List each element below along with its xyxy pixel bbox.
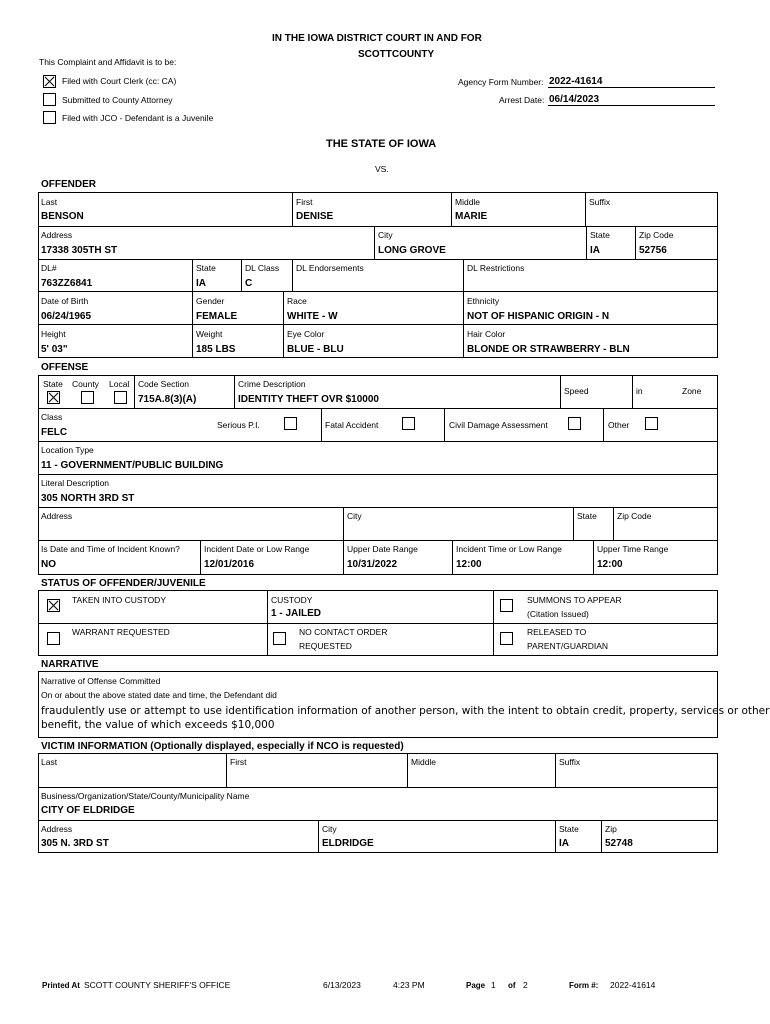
offender-middle: MARIE [455, 211, 488, 222]
offender-middle-label: Middle [455, 197, 481, 207]
dl-class: C [245, 278, 253, 289]
incident-time: 12:00 [456, 559, 482, 570]
nco-label-line2: REQUESTED [299, 641, 352, 651]
gender: FEMALE [196, 311, 238, 322]
of-label: of [508, 981, 516, 990]
weight-label: Weight [196, 329, 223, 339]
offense-section-title: OFFENSE [41, 362, 89, 373]
literal-description-label: Literal Description [41, 478, 110, 488]
offender-suffix-label: Suffix [589, 197, 611, 207]
other-label: Other [608, 420, 630, 430]
offense-state-checkbox[interactable] [47, 391, 60, 404]
warrant-label: WARRANT REQUESTED [72, 627, 170, 637]
offender-state-label: State [590, 230, 610, 240]
ethnicity-label: Ethnicity [467, 296, 500, 306]
page-number: 1 [491, 980, 496, 990]
incident-known-label: Is Date and Time of Incident Known? [41, 544, 180, 554]
hair-color-label: Hair Color [467, 329, 506, 339]
released-label-line2: PARENT/GUARDIAN [527, 641, 609, 651]
offender-section-title: OFFENDER [41, 179, 96, 190]
weight: 185 LBS [196, 344, 236, 355]
dob: 06/24/1965 [41, 311, 92, 322]
victim-business-label: Business/Organization/State/County/Municipality Name [41, 791, 250, 801]
victim-section-title: VICTIM INFORMATION (Optionally displayed, especially if NCO is requested) [41, 741, 404, 752]
offense-zip-label: Zip Code [617, 511, 652, 521]
other-checkbox[interactable] [645, 417, 658, 430]
offense-address-label: Address [41, 511, 73, 521]
offense-city-label: City [347, 511, 362, 521]
offender-zip: 52756 [639, 245, 667, 256]
submitted-attorney-label: Submitted to County Attorney [62, 95, 173, 105]
serious-pi-checkbox[interactable] [284, 417, 297, 430]
offender-zip-label: Zip Code [639, 230, 674, 240]
nco-label-line1: NO CONTACT ORDER [299, 627, 388, 637]
arrest-date-label: Arrest Date: [499, 95, 545, 105]
narrative-intro: On or about the above stated date and time, the Defendant did [41, 690, 277, 700]
victim-business: CITY OF ELDRIDGE [41, 805, 135, 816]
court-heading-line1: IN THE IOWA DISTRICT COURT IN AND FOR [272, 33, 482, 44]
print-time: 4:23 PM [393, 980, 425, 990]
eye-color: BLUE - BLU [287, 344, 344, 355]
filed-jco-label: Filed with JCO - Defendant is a Juvenile [62, 113, 214, 123]
class-label: Class [41, 412, 63, 422]
offense-state-label: State [43, 379, 63, 389]
offense-local-checkbox[interactable] [114, 391, 127, 404]
complaint-intro: This Complaint and Affidavit is to be: [39, 57, 177, 67]
dl-number: 763ZZ6841 [41, 278, 93, 289]
offense-county-checkbox[interactable] [81, 391, 94, 404]
civil-damage-checkbox[interactable] [568, 417, 581, 430]
offender-city-label: City [378, 230, 393, 240]
offender-first-label: First [296, 197, 313, 207]
dl-state-label: State [196, 263, 216, 273]
summons-checkbox[interactable] [500, 599, 513, 612]
speed-in-label: in [636, 386, 643, 396]
summons-label: SUMMONS TO APPEAR [527, 595, 622, 605]
literal-description: 305 NORTH 3RD ST [41, 493, 135, 504]
offender-box [38, 192, 718, 358]
taken-custody-checkbox[interactable] [47, 599, 60, 612]
victim-city: ELDRIDGE [322, 838, 374, 849]
crime-description-label: Crime Description [238, 379, 306, 389]
race: WHITE - W [287, 311, 338, 322]
taken-custody-label: TAKEN INTO CUSTODY [72, 595, 166, 605]
page-total: 2 [523, 980, 528, 990]
dl-number-label: DL# [41, 263, 57, 273]
offender-last-label: Last [41, 197, 58, 207]
upper-date: 10/31/2022 [347, 559, 398, 570]
dl-endorsements-label: DL Endorsements [296, 263, 364, 273]
narrative-section-title: NARRATIVE [41, 659, 99, 670]
location-type: 11 - GOVERNMENT/PUBLIC BUILDING [41, 460, 224, 471]
agency-form-value: 2022-41614 [549, 76, 603, 87]
incident-known: NO [41, 559, 56, 570]
offender-state: IA [590, 245, 600, 256]
victim-zip-label: Zip [605, 824, 617, 834]
upper-time-label: Upper Time Range [597, 544, 669, 554]
zone-label: Zone [682, 386, 702, 396]
warrant-checkbox[interactable] [47, 632, 60, 645]
victim-address: 305 N. 3RD ST [41, 838, 109, 849]
speed-label: Speed [564, 386, 589, 396]
printed-at-value: SCOTT COUNTY SHERIFF'S OFFICE [84, 980, 231, 990]
height-label: Height [41, 329, 66, 339]
submitted-attorney-checkbox[interactable] [43, 93, 56, 106]
state-title: THE STATE OF IOWA [326, 138, 437, 150]
victim-middle-label: Middle [411, 757, 437, 767]
offense-state2-label: State [577, 511, 597, 521]
narrative-label: Narrative of Offense Committed [41, 676, 161, 686]
code-section: 715A.8(3)(A) [138, 394, 197, 405]
print-date: 6/13/2023 [323, 980, 361, 990]
printed-at-label: Printed At [42, 981, 80, 990]
ethnicity: NOT OF HISPANIC ORIGIN - N [467, 311, 610, 322]
victim-city-label: City [322, 824, 337, 834]
offender-address-label: Address [41, 230, 73, 240]
hair-color: BLONDE OR STRAWBERRY - BLN [467, 344, 630, 355]
incident-time-label: Incident Time or Low Range [456, 544, 562, 554]
released-checkbox[interactable] [500, 632, 513, 645]
status-section-title: STATUS OF OFFENDER/JUVENILE [41, 578, 206, 589]
form-number: 2022-41614 [610, 980, 656, 990]
agency-form-label: Agency Form Number: [458, 77, 544, 87]
dl-class-label: DL Class [245, 263, 280, 273]
victim-state: IA [559, 838, 569, 849]
released-label-line1: RELEASED TO [527, 627, 587, 637]
victim-address-label: Address [41, 824, 73, 834]
custody-label: CUSTODY [271, 595, 313, 605]
race-label: Race [287, 296, 307, 306]
class: FELC [41, 427, 68, 438]
upper-time: 12:00 [597, 559, 623, 570]
code-section-label: Code Section [138, 379, 190, 389]
dob-label: Date of Birth [41, 296, 89, 306]
gender-label: Gender [196, 296, 225, 306]
incident-date-label: Incident Date or Low Range [204, 544, 310, 554]
vs-label: VS. [375, 164, 389, 174]
location-type-label: Location Type [41, 445, 94, 455]
incident-date: 12/01/2016 [204, 559, 255, 570]
custody-value: 1 - JAILED [271, 608, 322, 619]
court-heading-line2: SCOTTCOUNTY [358, 49, 435, 60]
serious-pi-label: Serious P.I. [217, 420, 260, 430]
dl-state: IA [196, 278, 206, 289]
arrest-date-value: 06/14/2023 [549, 94, 600, 105]
offender-last: BENSON [41, 211, 84, 222]
fatal-accident-checkbox[interactable] [402, 417, 415, 430]
offender-city: LONG GROVE [378, 245, 446, 256]
filed-clerk-label: Filed with Court Clerk (cc: CA) [62, 76, 177, 86]
offender-address: 17338 305TH ST [41, 245, 118, 256]
narrative-text-line1: fraudulently use or attempt to use identification information of another person, with the intent to obtain credit, property, services or other [41, 705, 770, 717]
offense-local-label: Local [109, 379, 130, 389]
civil-damage-label: Civil Damage Assessment [449, 420, 548, 430]
offender-first: DENISE [296, 211, 334, 222]
filed-jco-checkbox[interactable] [43, 111, 56, 124]
upper-date-label: Upper Date Range [347, 544, 418, 554]
crime-description: IDENTITY THEFT OVR $10000 [238, 394, 379, 405]
height: 5' 03" [41, 344, 68, 355]
victim-state-label: State [559, 824, 579, 834]
citation-label: (Citation Issued) [527, 609, 589, 619]
victim-last-label: Last [41, 757, 58, 767]
victim-zip: 52748 [605, 838, 633, 849]
narrative-text-line2: benefit, the value of which exceeds $10,000 [41, 719, 275, 731]
eye-color-label: Eye Color [287, 329, 325, 339]
dl-restrictions-label: DL Restrictions [467, 263, 525, 273]
victim-first-label: First [230, 757, 247, 767]
form-label: Form #: [569, 981, 599, 990]
filed-clerk-checkbox[interactable] [43, 75, 56, 88]
fatal-accident-label: Fatal Accident [325, 420, 379, 430]
offense-county-label: County [72, 379, 99, 389]
page-label: Page [466, 981, 486, 990]
nco-checkbox[interactable] [273, 632, 286, 645]
victim-suffix-label: Suffix [559, 757, 581, 767]
